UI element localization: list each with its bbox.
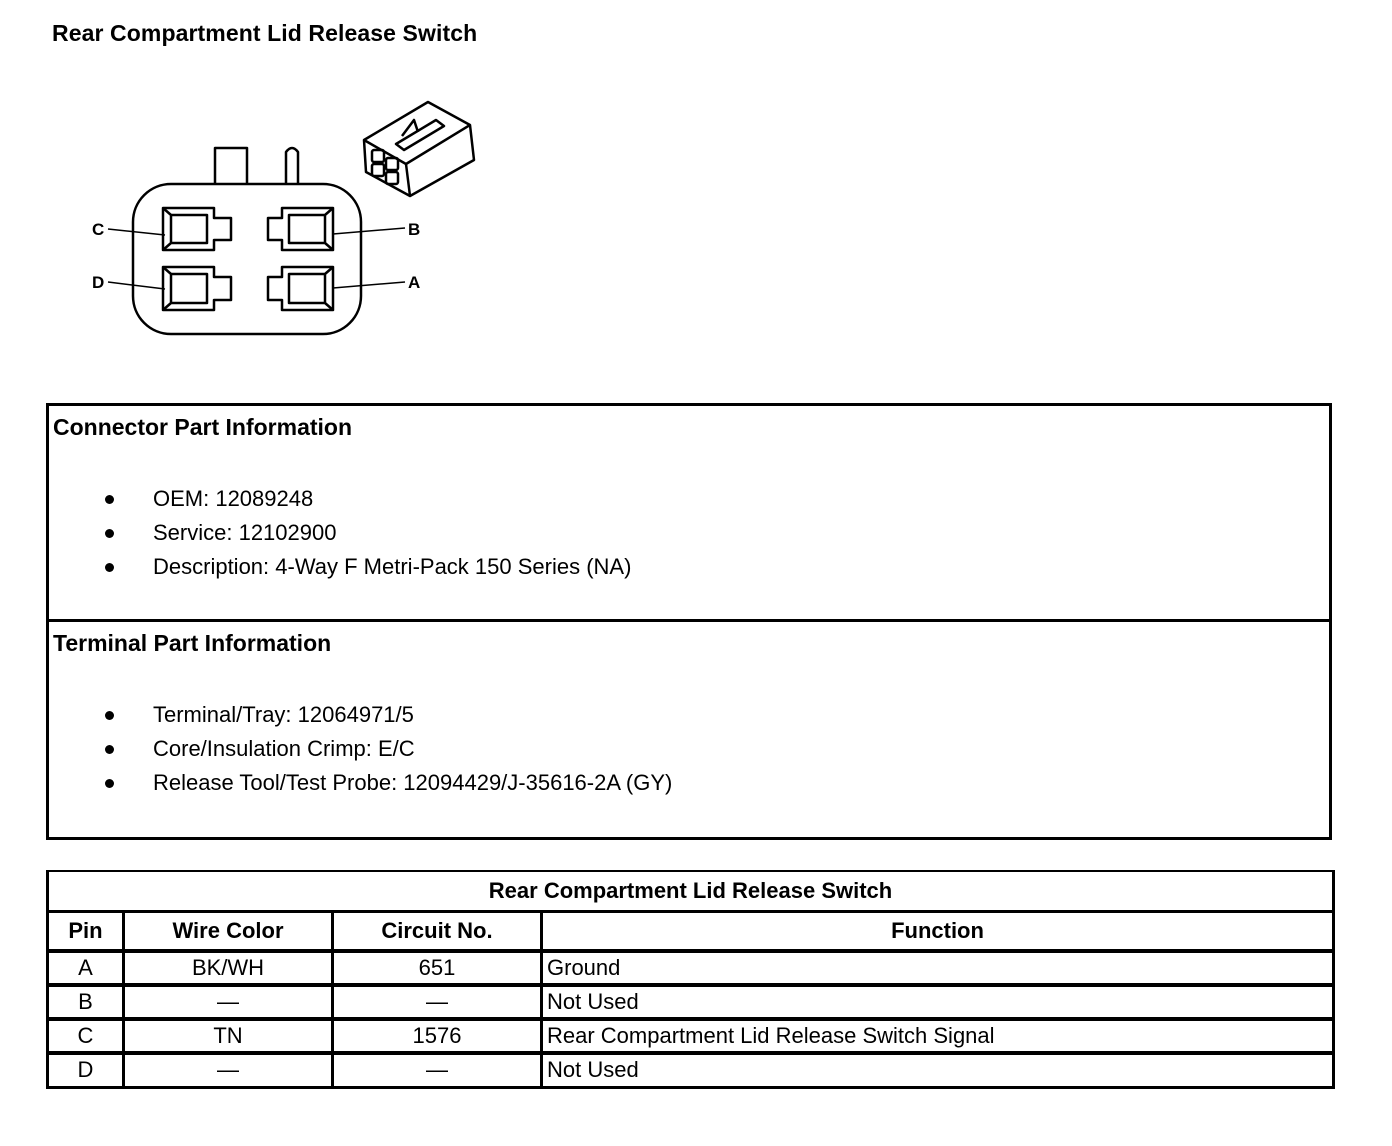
function-cell: Not Used (542, 1053, 1334, 1087)
connector-isometric-view (364, 102, 474, 196)
bullet-icon (105, 711, 114, 720)
pinout-table (46, 870, 1335, 1089)
connector-description: Description: 4-Way F Metri-Pack 150 Series (NA) (153, 554, 632, 579)
wire-color-cell: TN (124, 1019, 333, 1053)
pin-label-c: C (92, 220, 105, 239)
terminal-crimp: Core/Insulation Crimp: E/C (153, 736, 415, 761)
pin-label-d: D (92, 273, 105, 292)
pin-cell: C (48, 1019, 124, 1053)
connector-key-tab (286, 148, 298, 184)
column-header-function: Function (542, 911, 1334, 951)
table-row (48, 985, 1334, 1019)
table-header-row (48, 911, 1334, 951)
function-cell: Ground (542, 951, 1334, 985)
circuit-cell: — (333, 985, 542, 1019)
bullet-icon (105, 745, 114, 754)
circuit-cell: 651 (333, 951, 542, 985)
pin-label-b: B (408, 220, 421, 239)
column-header-wire-color: Wire Color (124, 911, 333, 951)
bullet-icon (105, 495, 114, 504)
table-row (48, 951, 1334, 985)
page-title: Rear Compartment Lid Release Switch (52, 20, 478, 46)
wire-color-cell: — (124, 1053, 333, 1087)
bullet-icon (105, 529, 114, 538)
terminal-part-info-heading: Terminal Part Information (53, 630, 332, 656)
connector-lock-tab (215, 148, 247, 184)
column-header-pin: Pin (48, 911, 124, 951)
terminal-tray: Terminal/Tray: 12064971/5 (153, 702, 414, 727)
connector-part-info-heading: Connector Part Information (53, 414, 353, 440)
table-row (48, 1053, 1334, 1087)
wire-color-cell: BK/WH (124, 951, 333, 985)
connector-oem: OEM: 12089248 (153, 486, 314, 511)
part-information-box (46, 403, 1332, 840)
table-row (48, 1019, 1334, 1053)
circuit-cell: 1576 (333, 1019, 542, 1053)
terminal-part-info-section (49, 622, 1329, 837)
bullet-icon (105, 563, 114, 572)
pin-label-a: A (408, 273, 421, 292)
connector-part-info-section (49, 406, 1329, 622)
circuit-cell: — (333, 1053, 542, 1087)
table-title-row (48, 871, 1334, 911)
pin-cell: B (48, 985, 124, 1019)
terminal-release-tool: Release Tool/Test Probe: 12094429/J-35616-2A (GY) (153, 770, 673, 795)
pinout-table-title: Rear Compartment Lid Release Switch (48, 871, 1334, 911)
function-cell: Rear Compartment Lid Release Switch Signal (542, 1019, 1334, 1053)
column-header-circuit: Circuit No. (333, 911, 542, 951)
pin-cell: A (48, 951, 124, 985)
pin-cell: D (48, 1053, 124, 1087)
bullet-icon (105, 779, 114, 788)
connector-service: Service: 12102900 (153, 520, 337, 545)
function-cell: Not Used (542, 985, 1334, 1019)
connector-diagram (0, 0, 520, 350)
wire-color-cell: — (124, 985, 333, 1019)
connector-body (133, 184, 361, 334)
